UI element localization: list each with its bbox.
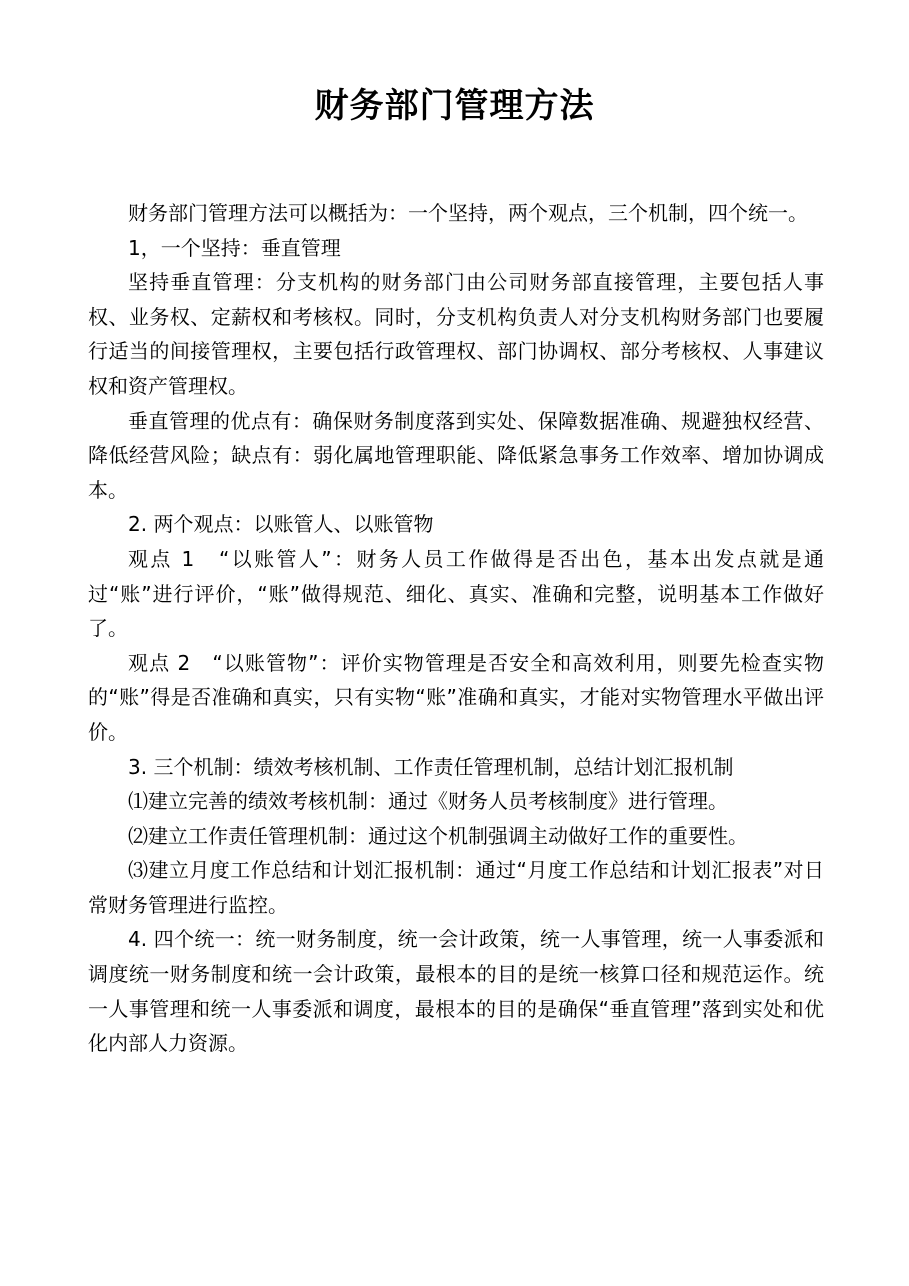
heading-two-viewpoints: 2. 两个观点：以账管人、以账管物 <box>128 512 434 537</box>
paragraph-viewpoint-2: 观点 2 “以账管物”：评价实物管理是否安全和高效利用，则要先检查实物的“账”得是否准确和真实，只有实物“账”准确和真实，才能对实物管理水平做出评价。 <box>88 650 824 744</box>
paragraph-vertical-management: 坚持垂直管理：分支机构的财务部门由公司财务部直接管理，主要包括人事权、业务权、定薪权和考核权。同时，分支机构负责人对分支机构财务部门也要履行适当的间接管理权，主要包括行政管理权、部门协调权、部分考核权、人事建议权和资产管理权。 <box>88 270 824 398</box>
paragraph-pros-cons: 垂直管理的优点有：确保财务制度落到实处、保障数据准确、规避独权经营、降低经营风险；缺点有：弱化属地管理职能、降低紧急事务工作效率、增加协调成本。 <box>88 408 824 502</box>
paragraph-mechanism-3: ⑶建立月度工作总结和计划汇报机制：通过“月度工作总结和计划汇报表”对日常财务管理进行监控。 <box>88 858 824 917</box>
heading-three-mechanisms: 3. 三个机制：绩效考核机制、工作责任管理机制，总结计划汇报机制 <box>128 754 734 779</box>
paragraph-intro: 财务部门管理方法可以概括为：一个坚持，两个观点，三个机制，四个统一。 <box>128 201 808 225</box>
paragraph-mechanism-1: ⑴建立完善的绩效考核机制：通过《财务人员考核制度》进行管理。 <box>128 789 728 814</box>
document-title: 财务部门管理方法 <box>314 86 595 126</box>
paragraph-viewpoint-1: 观点 1 “以账管人”：财务人员工作做得是否出色，基本出发点就是通过“账”进行评价，“账”做得规范、细化、真实、准确和完整，说明基本工作做好了。 <box>88 546 824 641</box>
paragraph-four-unifications: 4. 四个统一：统一财务制度，统一会计政策，统一人事管理，统一人事委派和调度统一财务制度和统一会计政策，最根本的目的是统一核算口径和规范运作。统一人事管理和统一人事委派和调度，最根本的目的是确保“垂直管理”落到实处和优化内部人力资源。 <box>88 927 824 1056</box>
paragraph-mechanism-2: ⑵建立工作责任管理机制：通过这个机制强调主动做好工作的重要性。 <box>128 823 748 848</box>
document-body <box>88 196 824 1061</box>
heading-one-adherence: 1，一个坚持：垂直管理 <box>128 235 341 260</box>
